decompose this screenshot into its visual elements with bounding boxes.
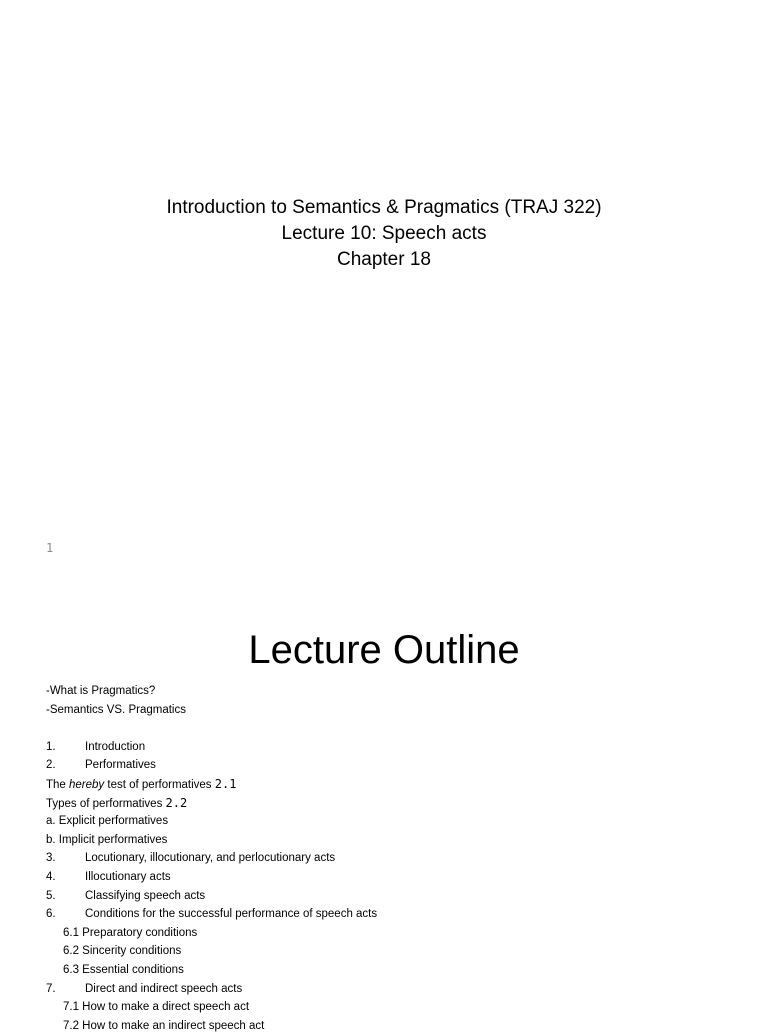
item-number: 4. (46, 870, 56, 883)
outline-subitem (46, 794, 746, 813)
item-number: 5. (46, 889, 56, 902)
outline-intro-line: -What is Pragmatics? (46, 685, 156, 697)
page-number: 1 (46, 541, 54, 555)
item-number: 1. (46, 740, 56, 753)
item-text: Illocutionary acts (85, 870, 171, 883)
outline-subitem (46, 998, 746, 1017)
slide-title (0, 195, 768, 273)
outline-subitem (46, 775, 746, 794)
outline-item (46, 887, 746, 906)
item-text: 6.3 Essential conditions (63, 963, 184, 976)
outline-item (46, 905, 746, 924)
outline-item (46, 849, 746, 868)
item-text-suffix: test of performatives (104, 778, 215, 791)
outline-intro-line: -Semantics VS. Pragmatics (46, 703, 186, 716)
item-text: b. Implicit performatives (46, 833, 168, 846)
item-number: 2. (46, 759, 56, 772)
outline-subitem (46, 924, 746, 943)
item-number: 6. (46, 908, 56, 921)
chapter-label: Chapter 18 (336, 249, 431, 270)
item-text: 6.2 Sincerity conditions (63, 945, 182, 958)
item-text: 7.2 How to make an indirect speech act (63, 1019, 265, 1032)
item-text: 6.1 Preparatory conditions (63, 926, 198, 939)
lecture-title: Lecture 10: Speech acts (281, 223, 487, 244)
outline-item (46, 868, 746, 887)
item-number: 7. (46, 982, 56, 995)
outline-item (46, 738, 746, 757)
item-text-prefix: The (46, 778, 70, 791)
item-text: Introduction (85, 740, 146, 753)
item-number: 3. (46, 852, 56, 865)
item-text: a. Explicit performatives (46, 815, 169, 828)
section-number: 2.1 (214, 776, 237, 791)
item-text: Classifying speech acts (85, 889, 206, 902)
outline-item (46, 980, 746, 999)
outline-heading: Lecture Outline (248, 628, 520, 672)
item-text: Direct and indirect speech acts (85, 982, 243, 995)
outline-spacer (46, 719, 746, 738)
outline-item (46, 756, 746, 775)
course-title: Introduction to Semantics & Pragmatics (TRAJ 322) (166, 197, 602, 218)
outline-subitem (46, 942, 746, 961)
item-text: 7.1 How to make a direct speech act (63, 1001, 250, 1014)
section-number: 2.2 (165, 795, 188, 810)
outline-subitem (46, 831, 746, 850)
outline-subitem (46, 1017, 746, 1035)
item-text: Locutionary, illocutionary, and perlocutionary acts (85, 852, 336, 865)
outline-list (46, 682, 746, 1035)
outline-subitem (46, 961, 746, 980)
item-text: Types of performatives (46, 797, 166, 810)
outline-subitem (46, 812, 746, 831)
item-text: Conditions for the successful performance of speech acts (85, 908, 378, 921)
item-text-emphasis: hereby (69, 778, 105, 791)
item-text: Performatives (85, 759, 156, 772)
